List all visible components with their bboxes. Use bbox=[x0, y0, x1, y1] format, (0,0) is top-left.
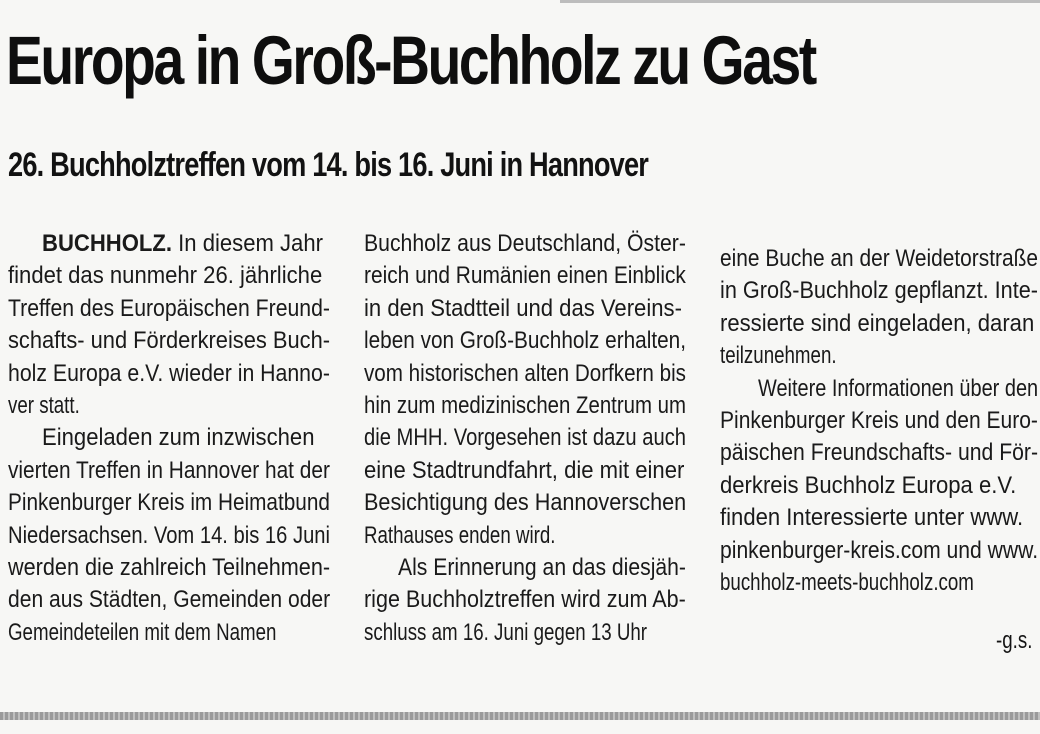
text-line bbox=[8, 584, 330, 616]
text-line bbox=[364, 325, 686, 357]
text-line-content bbox=[720, 470, 1016, 502]
text-line bbox=[8, 325, 330, 357]
text-line-content bbox=[758, 373, 1038, 405]
line-text: vierten Treffen in Hannover hat der bbox=[8, 456, 330, 484]
line-text: Buchholz aus Deutschland, Öster- bbox=[364, 230, 686, 257]
text-line-content bbox=[8, 584, 330, 616]
text-line-content bbox=[8, 617, 276, 649]
text-line bbox=[8, 487, 330, 519]
text-line-content bbox=[8, 293, 330, 325]
line-text: hin zum medizinischen Zentrum um bbox=[364, 391, 686, 419]
text-line-content bbox=[8, 552, 330, 584]
text-line bbox=[720, 567, 1038, 599]
author-signature: -g.s. bbox=[996, 627, 1033, 654]
text-line-content bbox=[8, 325, 330, 357]
text-line bbox=[720, 275, 1038, 307]
text-line bbox=[364, 260, 686, 292]
text-line-content bbox=[364, 293, 682, 325]
line-text: schafts- und Förderkreises Buch- bbox=[8, 327, 331, 355]
text-line-content bbox=[364, 325, 686, 357]
line-text: Pinkenburger Kreis im Heimatbund bbox=[8, 489, 330, 517]
line-text: rige Buchholztreffen wird zum Ab- bbox=[364, 586, 686, 614]
line-text: pinkenburger-kreis.com und www. bbox=[720, 536, 1039, 564]
text-line bbox=[8, 520, 330, 552]
line-text: den aus Städten, Gemeinden oder bbox=[8, 586, 331, 614]
line-text: Eingeladen zum inzwischen bbox=[42, 424, 315, 452]
text-line-content bbox=[364, 260, 686, 292]
text-line bbox=[8, 390, 330, 422]
subheadline: 26. Buchholztreffen vom 14. bis 16. Juni in Hannover bbox=[8, 146, 649, 184]
text-line-content bbox=[364, 358, 686, 390]
line-text: finden Interessierte unter www. bbox=[720, 504, 1024, 532]
line-text: Niedersachsen. Vom 14. bis 16 Juni bbox=[8, 521, 331, 549]
line-text: leben von Groß-Buchholz erhalten, bbox=[364, 327, 686, 355]
text-line bbox=[364, 293, 686, 325]
line-text: Pinkenburger Kreis und den Euro- bbox=[720, 406, 1038, 434]
text-line bbox=[8, 617, 330, 649]
line-text: reich und Rumänien einen Einblick bbox=[364, 262, 686, 290]
text-line bbox=[8, 422, 330, 454]
line-text: holz Europa e.V. wieder in Hanno- bbox=[8, 359, 330, 387]
text-line bbox=[720, 405, 1038, 437]
line-text: schluss am 16. Juni gegen 13 Uhr bbox=[364, 618, 648, 646]
text-line-content bbox=[364, 228, 686, 260]
text-line-content bbox=[364, 487, 686, 519]
text-line-content bbox=[364, 455, 684, 487]
text-line bbox=[720, 340, 1038, 372]
text-line bbox=[8, 260, 330, 292]
text-line-content bbox=[8, 390, 80, 422]
text-line bbox=[8, 293, 330, 325]
text-line-content bbox=[398, 552, 686, 584]
text-line-content bbox=[720, 405, 1038, 437]
text-line-content bbox=[720, 308, 1034, 340]
line-text: buchholz-meets-buchholz.com bbox=[720, 568, 974, 596]
line-text: derkreis Buchholz Europa e.V. bbox=[720, 471, 1017, 499]
text-line-content bbox=[720, 275, 1038, 307]
line-text: eine Buche an der Weidetorstraße bbox=[720, 245, 1039, 272]
line-text: Als Erinnerung an das diesjäh- bbox=[398, 553, 686, 581]
text-line-content bbox=[364, 520, 555, 552]
line-text: Gemeindeteilen mit dem Namen bbox=[8, 618, 277, 646]
line-text: Weitere Informationen über den bbox=[758, 374, 1039, 402]
line-text: ressierte sind eingeladen, daran bbox=[720, 309, 1035, 337]
text-line-content bbox=[8, 455, 330, 487]
text-line bbox=[364, 358, 686, 390]
dateline: BUCHHOLZ. bbox=[42, 230, 173, 257]
line-text: Treffen des Europäischen Freund- bbox=[8, 294, 330, 322]
text-line bbox=[364, 520, 686, 552]
line-text: Besichtigung des Hannoverschen bbox=[364, 489, 687, 517]
line-text: ver statt. bbox=[8, 391, 80, 419]
text-line bbox=[364, 552, 686, 584]
text-line-content bbox=[720, 502, 1023, 534]
text-line bbox=[720, 470, 1038, 502]
text-line-content bbox=[364, 390, 686, 422]
text-line-content bbox=[8, 520, 330, 552]
line-text: päischen Freundschafts- und För- bbox=[720, 439, 1039, 467]
article-column-3 bbox=[720, 243, 1038, 599]
text-line bbox=[8, 455, 330, 487]
text-line bbox=[720, 308, 1038, 340]
text-line bbox=[8, 552, 330, 584]
text-line bbox=[720, 437, 1038, 469]
text-line bbox=[8, 228, 330, 260]
article-column-2 bbox=[364, 228, 686, 649]
line-text: teilzunehmen. bbox=[720, 342, 837, 370]
top-border-rule bbox=[560, 0, 1040, 3]
text-line-content bbox=[8, 358, 330, 390]
text-line bbox=[364, 228, 686, 260]
text-line bbox=[720, 373, 1038, 405]
line-text: In diesem Jahr bbox=[172, 230, 323, 257]
line-text: vom historischen alten Dorfkern bis bbox=[364, 359, 686, 387]
text-line-content bbox=[720, 437, 1038, 469]
line-text: Rathauses enden wird. bbox=[364, 521, 556, 549]
text-line-content bbox=[720, 535, 1038, 567]
text-line-content bbox=[720, 567, 974, 599]
text-line bbox=[364, 422, 686, 454]
text-line-content bbox=[364, 584, 686, 616]
bottom-border-rule bbox=[0, 712, 1040, 720]
article-column-1 bbox=[8, 228, 330, 649]
text-line-content bbox=[364, 422, 686, 454]
text-line bbox=[720, 243, 1038, 275]
text-line-content bbox=[42, 422, 314, 454]
line-text: werden die zahlreich Teilnehmen- bbox=[8, 553, 331, 581]
text-line bbox=[364, 390, 686, 422]
text-line bbox=[364, 455, 686, 487]
text-line bbox=[8, 358, 330, 390]
text-line bbox=[364, 584, 686, 616]
text-line bbox=[720, 502, 1038, 534]
line-text: findet das nunmehr 26. jährliche bbox=[8, 262, 323, 290]
text-line-content bbox=[720, 340, 837, 372]
text-line bbox=[720, 535, 1038, 567]
text-line bbox=[364, 617, 686, 649]
text-line-content bbox=[364, 617, 647, 649]
line-text: in Groß-Buchholz gepflanzt. Inte- bbox=[720, 277, 1039, 305]
text-line-content bbox=[8, 487, 330, 519]
line-text: eine Stadtrundfahrt, die mit einer bbox=[364, 456, 685, 484]
headline: Europa in Groß-Buchholz zu Gast bbox=[6, 22, 815, 99]
text-line-content bbox=[8, 260, 322, 292]
line-text: in den Stadtteil und das Vereins- bbox=[364, 294, 682, 322]
text-line bbox=[364, 487, 686, 519]
text-line-content bbox=[42, 228, 323, 260]
text-line-content bbox=[720, 243, 1038, 275]
line-text: die MHH. Vorgesehen ist dazu auch bbox=[364, 424, 687, 452]
